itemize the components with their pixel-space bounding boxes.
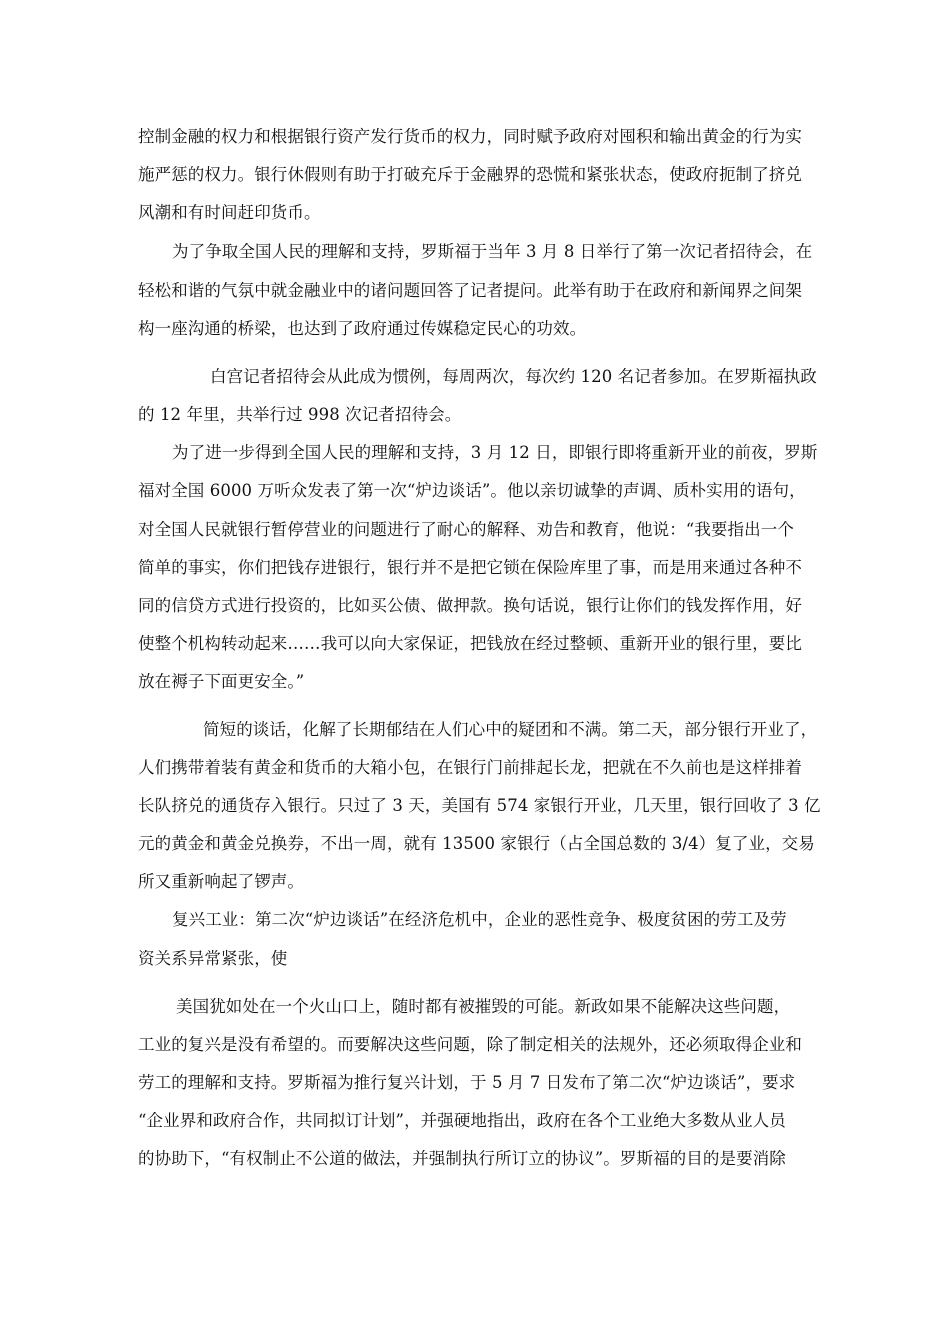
- text-line: 使整个机构转动起来……我可以向大家保证，把钱放在经过整顿、重新开业的银行里，要比: [138, 634, 802, 653]
- text-line: 放在褥子下面更安全。”: [138, 672, 305, 691]
- text-line: 白宫记者招待会从此成为惯例，每周两次，每次约 120 名记者参加。在罗斯福执政: [210, 367, 817, 386]
- text-line: 长队挤兑的通货存入银行。只过了 3 天，美国有 574 家银行开业，几天里，银行回收了 3 亿: [138, 796, 821, 815]
- text-line: 美国犹如处在一个火山口上，随时都有被摧毁的可能。新政如果不能解决这些问题，: [176, 997, 791, 1016]
- text-line: 资关系异常紧张，使: [138, 949, 288, 968]
- text-line: 简单的事实，你们把钱存进银行，银行并不是把它锁在保险库里了事，而是用来通过各种不: [138, 558, 802, 577]
- text-line: 风潮和有时间赶印货币。: [138, 203, 321, 222]
- text-line: 人们携带着装有黄金和货币的大箱小包，在银行门前排起长龙，把就在不久前也是这样排着: [138, 758, 802, 777]
- text-line: 所又重新响起了锣声。: [138, 872, 304, 891]
- text-line: 轻松和谐的气氛中就金融业中的诸问题回答了记者提问。此举有助于在政府和新闻界之间架: [138, 281, 802, 300]
- text-line: “企业界和政府合作，共同拟订计划”，并强硬地指出，政府在各个工业绝大多数从业人员: [138, 1111, 786, 1130]
- text-line: 同的信贷方式进行投资的，比如买公债、做押款。换句话说，银行让你们的钱发挥作用，好: [138, 596, 802, 615]
- text-line: 构一座沟通的桥梁，也达到了政府通过传媒稳定民心的功效。: [138, 319, 587, 338]
- text-line: 工业的复兴是没有希望的。而要解决这些问题，除了制定相关的法规外，还必须取得企业和: [138, 1035, 802, 1054]
- text-line: 简短的谈话，化解了长期郁结在人们心中的疑团和不满。第二天，部分银行开业了，: [203, 720, 818, 739]
- text-line: 元的黄金和黄金兑换券，不出一周，就有 13500 家银行（占全国总数的 3/4）复了业，交易: [138, 834, 815, 853]
- text-line: 控制金融的权力和根据银行资产发行货币的权力，同时赋予政府对囤积和输出黄金的行为实: [138, 127, 802, 146]
- text-line: 福对全国 6000 万听众发表了第一次“炉边谈话”。他以亲切诚挚的声调、质朴实用的语句，: [138, 481, 806, 500]
- text-line: 的 12 年里，共举行过 998 次记者招待会。: [138, 405, 462, 424]
- text-line: 劳工的理解和支持。罗斯福为推行复兴计划，于 5 月 7 日发布了第二次“炉边谈话”，要求: [138, 1073, 796, 1092]
- text-line: 复兴工业：第二次“炉边谈话”在经济危机中，企业的恶性竞争、极度贫困的劳工及劳: [172, 910, 787, 929]
- text-line: 为了进一步得到全国人民的理解和支持，3 月 12 日，即银行即将重新开业的前夜，罗斯: [172, 443, 818, 462]
- text-line: 为了争取全国人民的理解和支持，罗斯福于当年 3 月 8 日举行了第一次记者招待会，在: [172, 242, 813, 261]
- text-line: 对全国人民就银行暂停营业的问题进行了耐心的解释、劝告和教育，他说：“我要指出一个: [138, 520, 794, 539]
- text-line: 施严惩的权力。银行休假则有助于打破充斥于金融界的恐慌和紧张状态，使政府扼制了挤兑: [138, 165, 802, 184]
- text-line: 的协助下，“有权制止不公道的做法，并强制执行所订立的协议”。罗斯福的目的是要消除: [138, 1149, 786, 1168]
